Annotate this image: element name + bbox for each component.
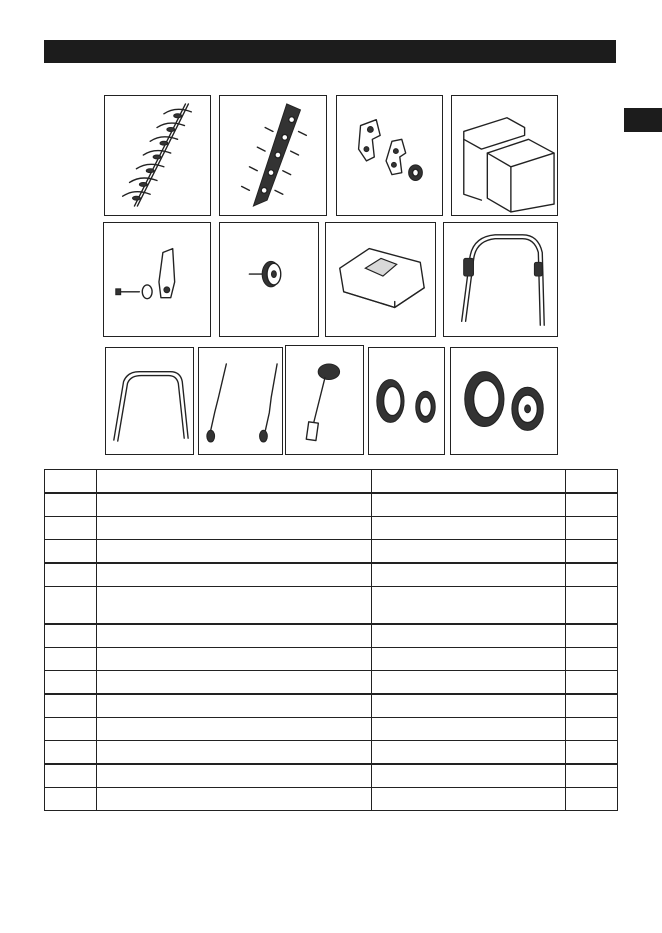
figure-lower-handle-bars: [198, 347, 283, 455]
table-cell: [372, 764, 566, 788]
table-cell: [45, 718, 97, 741]
table-cell: [45, 540, 97, 564]
table-row: [45, 764, 618, 788]
parts-list-table: [44, 469, 618, 811]
table-cell: [97, 788, 372, 811]
table-cell: [566, 493, 618, 517]
lower-handle-bars-icon: [199, 348, 282, 454]
table-row: [45, 493, 618, 517]
table-cell: [566, 764, 618, 788]
figure-height-knob: [219, 222, 319, 337]
table-cell: [372, 648, 566, 671]
table-row: [45, 671, 618, 695]
table-cell: [566, 671, 618, 695]
table-cell: [566, 470, 618, 494]
table-row: [45, 741, 618, 765]
table-cell: [566, 694, 618, 718]
table-cell: [45, 694, 97, 718]
table-cell: [97, 671, 372, 695]
table-cell: [97, 563, 372, 587]
table-cell: [97, 741, 372, 765]
table-cell: [372, 741, 566, 765]
table-cell: [45, 648, 97, 671]
table-cell: [45, 587, 97, 625]
table-cell: [97, 540, 372, 564]
figure-lever-and-bolt: [103, 222, 211, 337]
table-cell: [97, 470, 372, 494]
table-cell: [45, 493, 97, 517]
table-cell: [372, 624, 566, 648]
table-cell: [97, 587, 372, 625]
section-header-bar: [44, 40, 616, 63]
grass-bag-icon: [452, 96, 557, 215]
table-cell: [45, 563, 97, 587]
front-wheel-icon: [369, 348, 444, 454]
height-knob-icon: [220, 223, 318, 336]
table-cell: [97, 718, 372, 741]
table-cell: [45, 764, 97, 788]
table-cell: [97, 764, 372, 788]
spiked-roller-icon: [220, 96, 326, 215]
adjuster-knob-icon: [286, 346, 363, 454]
table-cell: [372, 671, 566, 695]
tine-roller-icon: [105, 96, 210, 215]
table-row: [45, 718, 618, 741]
table-cell: [566, 563, 618, 587]
table-cell: [97, 517, 372, 540]
table-cell: [566, 788, 618, 811]
table-cell: [372, 540, 566, 564]
table-row: [45, 788, 618, 811]
table-cell: [45, 788, 97, 811]
figure-spiked-roller: [219, 95, 327, 216]
figure-upper-handle: [443, 222, 558, 337]
table-cell: [372, 493, 566, 517]
table-cell: [566, 624, 618, 648]
table-cell: [45, 741, 97, 765]
figure-tine-roller: [104, 95, 211, 216]
table-cell: [97, 493, 372, 517]
upper-handle-icon: [444, 223, 557, 336]
table-cell: [566, 540, 618, 564]
table-cell: [97, 694, 372, 718]
lever-and-bolt-icon: [104, 223, 210, 336]
table-cell: [372, 470, 566, 494]
chapter-side-tab: [624, 108, 662, 132]
table-cell: [566, 741, 618, 765]
table-cell: [566, 517, 618, 540]
table-cell: [566, 718, 618, 741]
middle-handle-icon: [106, 348, 193, 454]
figure-motor-cover: [325, 222, 436, 337]
table-row: [45, 648, 618, 671]
table-cell: [372, 587, 566, 625]
figure-grass-bag: [451, 95, 558, 216]
table-row: [45, 517, 618, 540]
table-row: [45, 540, 618, 564]
table-cell: [372, 563, 566, 587]
figure-adjuster-knob: [285, 345, 364, 455]
table-cell: [372, 788, 566, 811]
table-cell: [372, 694, 566, 718]
table-cell: [566, 587, 618, 625]
rear-wheel-icon: [451, 348, 557, 454]
table-cell: [45, 470, 97, 494]
table-cell: [97, 624, 372, 648]
bracket-set-icon: [337, 96, 442, 215]
table-row: [45, 587, 618, 625]
table-row: [45, 694, 618, 718]
table-row: [45, 563, 618, 587]
figure-rear-wheel: [450, 347, 558, 455]
figure-middle-handle: [105, 347, 194, 455]
motor-cover-icon: [326, 223, 435, 336]
table-row: [45, 470, 618, 494]
table-cell: [45, 671, 97, 695]
table-cell: [372, 517, 566, 540]
table-cell: [372, 718, 566, 741]
figure-front-wheel: [368, 347, 445, 455]
table-row: [45, 624, 618, 648]
table-cell: [97, 648, 372, 671]
figure-bracket-set: [336, 95, 443, 216]
table-cell: [566, 648, 618, 671]
table-cell: [45, 517, 97, 540]
table-cell: [45, 624, 97, 648]
